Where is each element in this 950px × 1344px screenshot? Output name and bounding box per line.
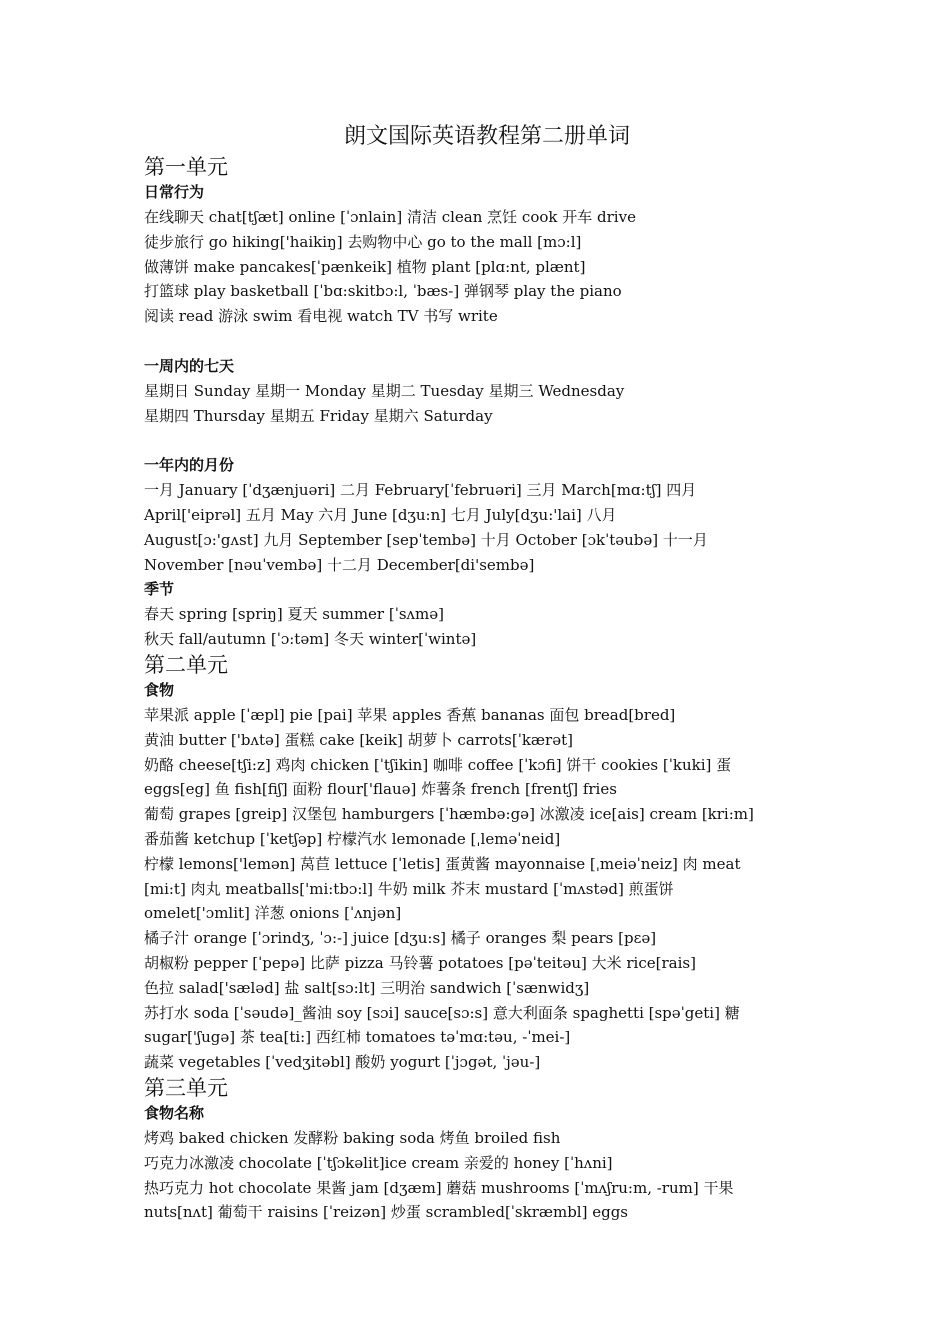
vocab-line: 春天 spring [spriŋ] 夏天 summer [ˈsʌmə] (144, 605, 444, 624)
vocab-line: omelet['ɔmlit] 洋葱 onions [ˈʌnjən] (144, 904, 402, 923)
section-heading: 食物名称 (144, 1103, 205, 1122)
vocab-line: 打篮球 play basketball [ˈbɑ:skitbɔ:l, ˈbæs-] 弹钢琴 play the piano (144, 282, 622, 301)
vocab-line: 星期四 Thursday 星期五 Friday 星期六 Saturday (144, 406, 493, 425)
vocab-line: 番茄酱 ketchup [ˈketʃəp] 柠檬汽水 lemonade [ˌleməˈneid] (144, 829, 561, 848)
vocab-line: 烤鸡 baked chicken 发酵粉 baking soda 烤鱼 broiled fish (144, 1128, 561, 1147)
spacer (144, 329, 808, 354)
vocab-line: 柠檬 lemons['lemən] 莴苣 lettuce [ˈletis] 蛋黄酱 mayonnaise [ˌmeiəˈneiz] 肉 meat (144, 854, 741, 873)
unit-heading: 第一单元 (144, 155, 228, 179)
vocab-line: April['eiprəl] 五月 May 六月 June [dʒu:n] 七月 July[dʒu:'lai] 八月 (144, 505, 617, 524)
unit-heading: 第二单元 (144, 652, 228, 677)
spacer (144, 428, 808, 453)
vocab-line: eggs[eg] 鱼 fish[fiʃ] 面粉 flour['flauə] 炸薯条 french [frentʃ] fries (144, 780, 617, 799)
vocab-line: sugar['ʃugə] 茶 tea[ti:] 西红柿 tomatoes təˈmɑ:təu, -ˈmei-] (144, 1028, 571, 1047)
vocab-line: nuts[nʌt] 葡萄干 raisins [ˈreizən] 炒蛋 scrambled[ˈskræmbl] eggs (144, 1203, 628, 1222)
section-heading: 日常行为 (144, 183, 205, 201)
section-heading: 食物 (144, 680, 175, 699)
vocab-line: 苹果派 apple [ˈæpl] pie [pai] 苹果 apples 香蕉 bananas 面包 bread[bred] (144, 705, 676, 724)
vocab-line: 星期日 Sunday 星期一 Monday 星期二 Tuesday 星期三 Wednesday (144, 381, 625, 400)
vocab-line: 在线聊天 chat[tʃæt] online [ˈɔnlain] 清洁 clean 烹饪 cook 开车 drive (144, 208, 636, 226)
document-title: 朗文国际英语教程第二册单词 (343, 124, 630, 149)
vocab-line: 色拉 salad['sæləd] 盐 salt[sɔ:lt] 三明治 sandwich [ˈsænwidʒ] (144, 978, 590, 997)
vocab-line: 一月 January [ˈdʒænjuəri] 二月 February[ˈfebruəri] 三月 March[mɑ:tʃ] 四月 (144, 481, 697, 500)
section-heading: 一周内的七天 (144, 356, 235, 375)
vocab-line: 苏打水 soda [ˈsəudə]_酱油 soy [sɔi] sauce[sɔ:s] 意大利面条 spaghetti [spəˈgeti] 糖 (144, 1003, 740, 1022)
vocab-line: 蔬菜 vegetables [ˈvedʒitəbl] 酸奶 yogurt [ˈjɔgət, ˈjəu-] (144, 1053, 541, 1072)
vocab-line: 秋天 fall/autumn [ˈɔ:təm] 冬天 winter[ˈwintə] (144, 630, 477, 649)
vocab-line: 橘子汁 orange [ˈɔrindʒ, ˈɔ:-] juice [dʒu:s] 橘子 oranges 梨 pears [pɛə] (144, 929, 657, 948)
vocab-line: 阅读 read 游泳 swim 看电视 watch TV 书写 write (144, 307, 498, 326)
vocab-line: November [nəuˈvembə] 十二月 December[di'sembə] (144, 555, 535, 574)
vocab-line: [mi:t] 肉丸 meatballs['mi:tbɔ:l] 牛奶 milk 芥末 mustard [ˈmʌstəd] 煎蛋饼 (144, 879, 674, 898)
vocab-line: 胡椒粉 pepper [ˈpepə] 比萨 pizza 马铃薯 potatoes [pəˈteitəu] 大米 rice[rais] (144, 953, 696, 972)
vocab-line: 热巧克力 hot chocolate 果酱 jam [dʒæm] 蘑菇 mushrooms [ˈmʌʃru:m, -rum] 干果 (144, 1178, 734, 1197)
vocab-line: 徒步旅行 go hiking['haikiŋ] 去购物中心 go to the mall [mɔ:l] (144, 232, 582, 251)
section-heading: 一年内的月份 (144, 456, 235, 475)
vocab-line: 黄油 butter ['bʌtə] 蛋糕 cake [keik] 胡萝卜 carrots[ˈkærət] (144, 730, 573, 749)
document-page (144, 120, 808, 1225)
vocab-line: 做薄饼 make pancakes[ˈpænkeik] 植物 plant [plɑ:nt, plænt] (144, 257, 586, 276)
vocab-line: August[ɔ:'gʌst] 九月 September [sepˈtembə] 十月 October [ɔkˈtəubə] 十一月 (144, 530, 708, 549)
section-heading: 季节 (144, 580, 175, 599)
vocab-line: 巧克力冰激凌 chocolate [ˈtʃɔkəlit]ice cream 亲爱的 honey [ˈhʌni] (144, 1153, 613, 1172)
vocab-line: 奶酪 cheese[tʃi:z] 鸡肉 chicken [ˈtʃikin] 咖啡 coffee [ˈkɔfi] 饼干 cookies [ˈkuki] 蛋 (144, 755, 732, 774)
unit-heading: 第三单元 (144, 1075, 228, 1100)
vocab-line: 葡萄 grapes [greip] 汉堡包 hamburgers [ˈhæmbə:gə] 冰激凌 ice[ais] cream [kri:m] (144, 805, 754, 824)
